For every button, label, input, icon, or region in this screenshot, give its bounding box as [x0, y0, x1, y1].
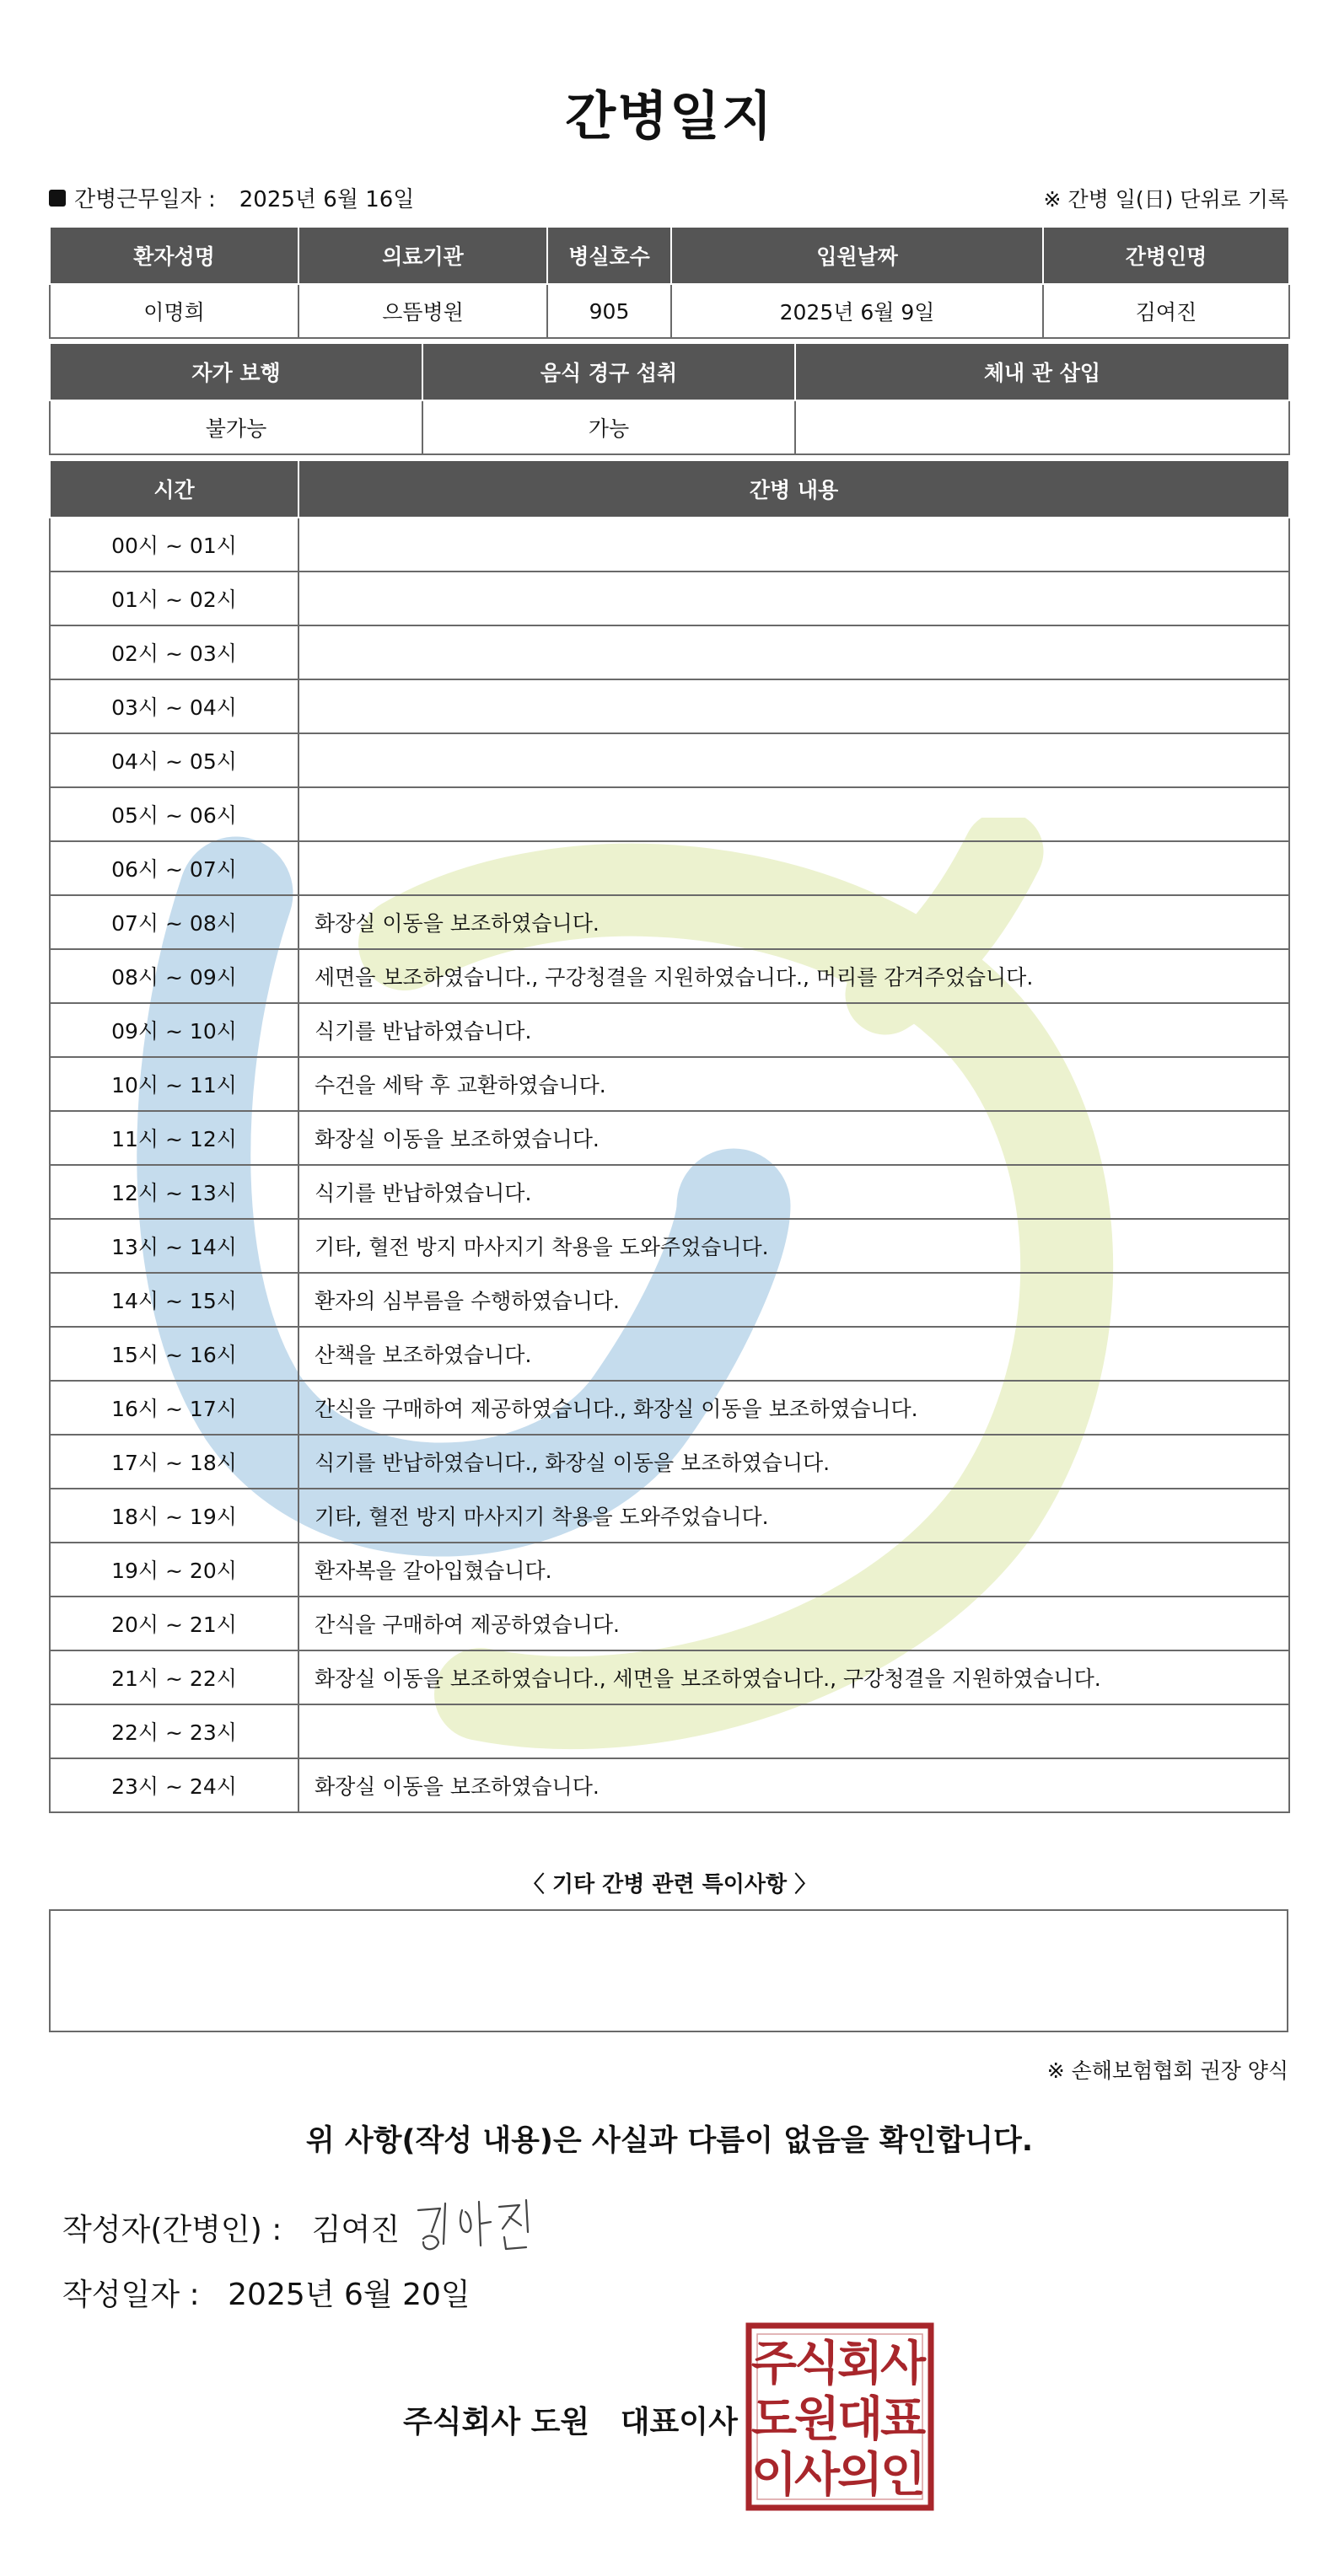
care-content-cell: 환자복을 갈아입혔습니다. — [298, 1543, 1289, 1597]
care-content-cell — [298, 572, 1289, 625]
header-patient-name: 환자성명 — [50, 227, 298, 284]
care-log-header-row — [50, 460, 1289, 518]
care-content-cell: 환자의 심부름을 수행하였습니다. — [298, 1273, 1289, 1327]
table-row — [50, 1597, 1289, 1650]
svg-text:대: 대 — [836, 2392, 884, 2447]
work-date-value: 2025년 6월 16일 — [239, 187, 415, 212]
care-content-cell: 세면을 보조하였습니다., 구강청결을 지원하였습니다., 머리를 감겨주었습니다. — [298, 949, 1289, 1003]
patient-info-header-row — [50, 227, 1289, 284]
care-content-cell: 식기를 반납하였습니다. — [298, 1165, 1289, 1219]
time-cell: 22시 ~ 23시 — [50, 1704, 298, 1758]
time-cell: 05시 ~ 06시 — [50, 787, 298, 841]
time-cell: 23시 ~ 24시 — [50, 1758, 298, 1812]
time-cell: 07시 ~ 08시 — [50, 895, 298, 949]
care-content-cell: 화장실 이동을 보조하였습니다. — [298, 1111, 1289, 1165]
time-cell: 08시 ~ 09시 — [50, 949, 298, 1003]
written-date-value: 2025년 6월 20일 — [228, 2278, 471, 2312]
care-content-cell — [298, 841, 1289, 895]
care-content-cell: 기타, 혈전 방지 마사지기 착용을 도와주었습니다. — [298, 1489, 1289, 1543]
header-caregiver-name: 간병인명 — [1043, 227, 1289, 284]
work-date-label: 간병근무일자 : — [74, 187, 216, 212]
company-name: 주식회사 도원 — [403, 2405, 590, 2439]
table-row — [50, 518, 1289, 572]
time-cell: 12시 ~ 13시 — [50, 1165, 298, 1219]
svg-text:사: 사 — [879, 2337, 927, 2391]
care-content-cell: 화장실 이동을 보조하였습니다. — [298, 895, 1289, 949]
time-cell: 14시 ~ 15시 — [50, 1273, 298, 1327]
patient-status-value-row — [50, 400, 1289, 454]
svg-text:표: 표 — [879, 2392, 927, 2447]
hospital-value: 으뜸병원 — [298, 284, 547, 338]
table-row — [50, 787, 1289, 841]
time-cell: 17시 ~ 18시 — [50, 1435, 298, 1489]
care-content-cell: 간식을 구매하여 제공하였습니다. — [298, 1597, 1289, 1650]
header-tube-insertion: 체내 관 삽입 — [795, 343, 1289, 400]
table-row — [50, 1381, 1289, 1435]
care-content-cell — [298, 679, 1289, 733]
table-row — [50, 572, 1289, 625]
header-room-number: 병실호수 — [547, 227, 671, 284]
svg-text:주: 주 — [750, 2337, 798, 2391]
care-content-cell: 식기를 반납하였습니다. — [298, 1003, 1289, 1057]
care-content-cell — [298, 518, 1289, 572]
svg-text:도: 도 — [750, 2392, 798, 2447]
time-cell: 16시 ~ 17시 — [50, 1381, 298, 1435]
svg-text:사: 사 — [793, 2448, 841, 2503]
caregiver-name-value: 김여진 — [1043, 284, 1289, 338]
company-signature-line — [403, 2398, 738, 2441]
time-cell: 02시 ~ 03시 — [50, 625, 298, 679]
table-row — [50, 1650, 1289, 1704]
patient-info-value-row — [50, 284, 1289, 338]
record-unit-note: ※ 간병 일(日) 단위로 기록 — [1043, 187, 1288, 212]
svg-text:식: 식 — [793, 2337, 841, 2391]
table-row — [50, 1219, 1289, 1273]
patient-info-table — [49, 226, 1290, 339]
handwritten-signature — [411, 2192, 538, 2259]
table-row — [50, 1435, 1289, 1489]
care-log-table — [49, 459, 1290, 1813]
table-row — [50, 733, 1289, 787]
table-row — [50, 1111, 1289, 1165]
care-content-cell: 기타, 혈전 방지 마사지기 착용을 도와주었습니다. — [298, 1219, 1289, 1273]
time-cell: 21시 ~ 22시 — [50, 1650, 298, 1704]
written-date-label: 작성일자 : — [62, 2278, 200, 2312]
care-content-cell: 화장실 이동을 보조하였습니다., 세면을 보조하였습니다., 구강청결을 지원하였습니다. — [298, 1650, 1289, 1704]
care-content-cell: 수건을 세탁 후 교환하였습니다. — [298, 1057, 1289, 1111]
admission-date-value: 2025년 6월 9일 — [671, 284, 1043, 338]
table-row — [50, 679, 1289, 733]
time-cell: 00시 ~ 01시 — [50, 518, 298, 572]
time-cell: 15시 ~ 16시 — [50, 1327, 298, 1381]
self-walking-value: 불가능 — [50, 400, 422, 454]
care-content-cell: 산책을 보조하였습니다. — [298, 1327, 1289, 1381]
header-care-content: 간병 내용 — [298, 460, 1289, 518]
care-content-cell — [298, 1704, 1289, 1758]
time-cell: 11시 ~ 12시 — [50, 1111, 298, 1165]
header-self-walking: 자가 보행 — [50, 343, 422, 400]
patient-name-value: 이명희 — [50, 284, 298, 338]
header-admission-date: 입원날짜 — [671, 227, 1043, 284]
table-row — [50, 949, 1289, 1003]
care-content-cell: 식기를 반납하였습니다., 화장실 이동을 보조하였습니다. — [298, 1435, 1289, 1489]
table-row — [50, 1704, 1289, 1758]
svg-text:인: 인 — [879, 2448, 927, 2503]
header-oral-intake: 음식 경구 섭취 — [422, 343, 795, 400]
time-cell: 13시 ~ 14시 — [50, 1219, 298, 1273]
table-row — [50, 1165, 1289, 1219]
table-row — [50, 625, 1289, 679]
table-row — [50, 1758, 1289, 1812]
time-cell: 19시 ~ 20시 — [50, 1543, 298, 1597]
company-seal-stamp — [745, 2322, 934, 2511]
time-cell: 01시 ~ 02시 — [50, 572, 298, 625]
written-date-row — [62, 2271, 471, 2314]
work-date-row — [49, 182, 414, 213]
tube-insertion-value — [795, 400, 1289, 454]
special-notes-box — [49, 1909, 1288, 2032]
form-source-note: ※ 손해보험협회 권장 양식 — [1046, 2058, 1288, 2083]
svg-text:의: 의 — [836, 2448, 884, 2503]
svg-text:원: 원 — [793, 2392, 841, 2447]
table-row — [50, 841, 1289, 895]
table-row — [50, 1003, 1289, 1057]
table-row — [50, 1327, 1289, 1381]
time-cell: 03시 ~ 04시 — [50, 679, 298, 733]
writer-name: 김여진 — [311, 2213, 401, 2247]
table-row — [50, 1489, 1289, 1543]
care-content-cell — [298, 625, 1289, 679]
care-content-cell — [298, 733, 1289, 787]
room-number-value: 905 — [547, 284, 671, 338]
care-content-cell: 화장실 이동을 보조하였습니다. — [298, 1758, 1289, 1812]
time-cell: 04시 ~ 05시 — [50, 733, 298, 787]
patient-status-header-row — [50, 343, 1289, 400]
oral-intake-value: 가능 — [422, 400, 795, 454]
table-row — [50, 895, 1289, 949]
writer-label: 작성자(간병인) : — [62, 2213, 282, 2247]
time-cell: 18시 ~ 19시 — [50, 1489, 298, 1543]
svg-text:회: 회 — [836, 2337, 884, 2391]
document-title: 간병일지 — [565, 85, 774, 147]
time-cell: 20시 ~ 21시 — [50, 1597, 298, 1650]
patient-status-table — [49, 342, 1290, 455]
writer-row — [62, 2206, 400, 2249]
table-row — [50, 1273, 1289, 1327]
care-content-cell: 간식을 구매하여 제공하였습니다., 화장실 이동을 보조하였습니다. — [298, 1381, 1289, 1435]
care-content-cell — [298, 787, 1289, 841]
bullet-square-icon — [49, 190, 66, 207]
time-cell: 09시 ~ 10시 — [50, 1003, 298, 1057]
header-hospital: 의료기관 — [298, 227, 547, 284]
company-role: 대표이사 — [620, 2405, 738, 2439]
table-row — [50, 1057, 1289, 1111]
header-time: 시간 — [50, 460, 298, 518]
special-notes-title: 〈 기타 간병 관련 특이사항 〉 — [522, 1872, 817, 1897]
confirmation-statement: 위 사항(작성 내용)은 사실과 다름이 없음을 확인합니다. — [305, 2124, 1034, 2158]
svg-text:이: 이 — [750, 2448, 798, 2503]
table-row — [50, 1543, 1289, 1597]
time-cell: 06시 ~ 07시 — [50, 841, 298, 895]
time-cell: 10시 ~ 11시 — [50, 1057, 298, 1111]
